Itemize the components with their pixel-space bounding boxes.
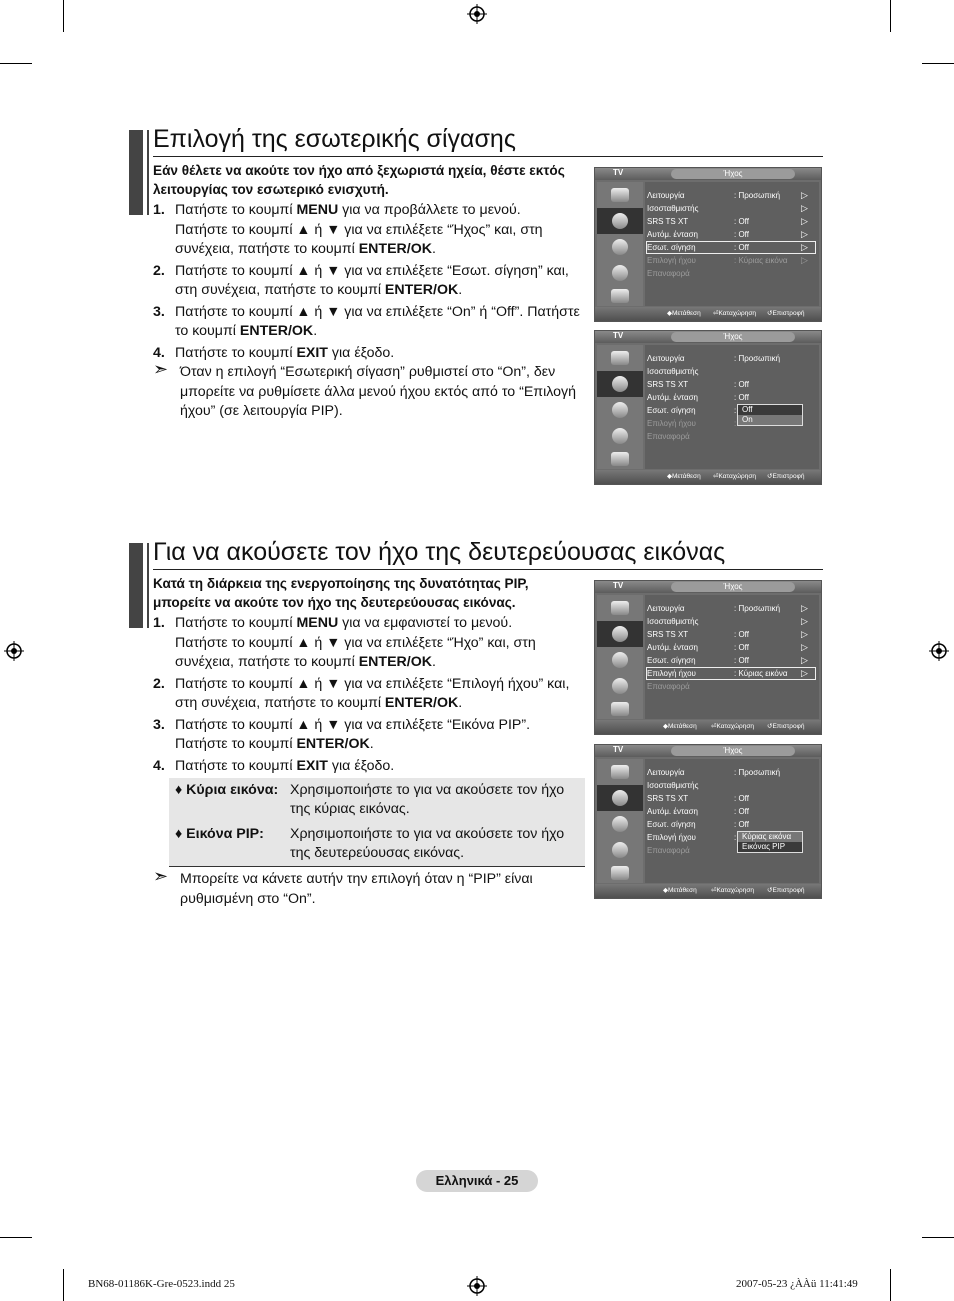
step-list bbox=[153, 201, 585, 365]
note: ➣ Όταν η επιλογή “Εσωτερική σίγαση” ρυθμιστεί στο “On”, δεν μπορείτε να ρυθμίσετε άλλα μενού ήχου εκτός από το “Επιλογή ήχου” (σε λειτουργία PIP). bbox=[153, 359, 576, 419]
osd-row: SRS TS XT : Off ▷ bbox=[647, 216, 808, 226]
osd-footer: ◆ Μετάθεση ⏎ Καταχώρηση ↺ Επιστροφή bbox=[595, 307, 821, 321]
step-item: 3. Πατήστε το κουμπί ▲ ή ▼ για να επιλέξετε “Εικόνα PIP”. Πατήστε το κουμπί ENTER/OK. bbox=[153, 716, 531, 752]
step-item: 1. Πατήστε το κουμπί MENU για να εμφανιστεί το μενού. Πατήστε το κουμπί ▲ ή ▼ για να επιλέξετε “Ήχο” και, στη συνέχεια, πατήστε το κουμπί ENTER/OK. bbox=[153, 615, 536, 670]
registration-mark-icon bbox=[929, 641, 949, 661]
picture-icon bbox=[597, 345, 643, 371]
registration-mark-icon bbox=[467, 4, 487, 24]
step-item: 3. Πατήστε το κουμπί ▲ ή ▼ για να επιλέξετε “On” ή “Off”. Πατήστε το κουμπί ENTER/OK. bbox=[153, 303, 580, 339]
options-table bbox=[169, 778, 585, 867]
osd-row: Επαναφορά bbox=[647, 846, 690, 855]
osd-screen: TV Ήχος Λειτουργία : Προσωπική ▷ Ισοσταθμιστής ▷ SRS TS XT : Off ▷ Αυτόμ. ένταση : Off ▷ Εσωτ. σίγηση : Off ▷ Επιλογή ήχου : Κύριας εικόνα ▷ Επαναφορά ◆ Μετάθεση ⏎ Καταχώρηση ↺ Επιστροφή bbox=[594, 580, 822, 735]
osd-row: Επιλογή ήχου : Κύριας εικόνα ▷ bbox=[647, 255, 808, 265]
osd-row: Ισοσταθμιστής ▷ bbox=[647, 616, 808, 626]
osd-row: Επαναφορά bbox=[647, 682, 690, 691]
page-number: Ελληνικά - 25 bbox=[416, 1170, 538, 1192]
osd-row: Εσωτ. σίγηση : Off ▷ bbox=[647, 242, 815, 253]
step-list bbox=[153, 614, 585, 778]
note-arrow-icon: ➣ bbox=[153, 866, 169, 886]
sound-icon bbox=[597, 208, 643, 234]
print-footer-left: BN68-01186K-Gre-0523.indd 25 bbox=[88, 1278, 235, 1290]
setup-icon bbox=[597, 260, 643, 286]
osd-row: Επαναφορά bbox=[647, 432, 690, 441]
setup-icon bbox=[597, 837, 643, 863]
input-icon bbox=[597, 863, 643, 883]
osd-footer: ◆ Μετάθεση ⏎ Καταχώρηση ↺ Επιστροφή bbox=[595, 470, 821, 484]
section-intro: Κατά τη διάρκεια της ενεργοποίησης της δυνατότητας PIP, μπορείτε να ακούτε τον ήχο της δευτερεύουσας εικόνας. bbox=[153, 576, 529, 610]
osd-popup: Off On bbox=[737, 404, 803, 426]
step-item: 1. Πατήστε το κουμπί MENU για να προβάλλετε το μενού. Πατήστε το κουμπί ▲ ή ▼ για να επιλέξετε “Ήχος” και, στη συνέχεια, πατήστε το κουμπί ENTER/OK. bbox=[153, 202, 543, 257]
channel-icon bbox=[597, 397, 643, 423]
osd-row: SRS TS XT : Off bbox=[647, 380, 749, 389]
section-rule bbox=[153, 156, 823, 157]
picture-icon bbox=[597, 759, 643, 785]
osd-row: Λειτουργία : Προσωπική bbox=[647, 354, 781, 363]
option-row: ♦ Εικόνα PIP: Χρησιμοποιήστε το για να ακούσετε τον ήχο της δευτερεύουσας εικόνας. bbox=[175, 826, 565, 861]
section-title: Για να ακούσετε τον ήχο της δευτερεύουσας εικόνας bbox=[153, 538, 726, 566]
osd-row: Αυτόμ. ένταση : Off ▷ bbox=[647, 229, 808, 239]
note-arrow-icon: ➣ bbox=[153, 359, 169, 379]
note: ➣ Μπορείτε να κάνετε αυτήν την επιλογή όταν η “PIP” είναι ρυθμισμένη στο “On”. bbox=[153, 866, 533, 907]
osd-footer: ◆ Μετάθεση ⏎ Καταχώρηση ↺ Επιστροφή bbox=[595, 884, 821, 898]
osd-row: Ισοσταθμιστής bbox=[647, 781, 699, 790]
registration-mark-icon bbox=[467, 1276, 487, 1296]
picture-icon bbox=[597, 595, 643, 621]
osd-footer: ◆ Μετάθεση ⏎ Καταχώρηση ↺ Επιστροφή bbox=[595, 720, 821, 734]
option-row: ♦ Κύρια εικόνα: Χρησιμοποιήστε το για να ακούσετε τον ήχο της κύριας εικόνας. bbox=[175, 782, 565, 817]
osd-row: Αυτόμ. ένταση : Off ▷ bbox=[647, 642, 808, 652]
osd-row: Εσωτ. σίγηση : Off ▷ bbox=[647, 655, 808, 665]
osd-row: Εσωτ. σίγηση : bbox=[647, 406, 737, 415]
registration-mark-icon bbox=[4, 641, 24, 661]
osd-row: Αυτόμ. ένταση : Off bbox=[647, 807, 749, 816]
osd-row: Εσωτ. σίγηση : Off bbox=[647, 820, 749, 829]
osd-row: SRS TS XT : Off bbox=[647, 794, 749, 803]
setup-icon bbox=[597, 673, 643, 699]
step-item: 2. Πατήστε το κουμπί ▲ ή ▼ για να επιλέξετε “Εσωτ. σίγηση” και, στη συνέχεια, πατήστε το κουμπί ENTER/OK. bbox=[153, 262, 569, 298]
channel-icon bbox=[597, 234, 643, 260]
channel-icon bbox=[597, 811, 643, 837]
osd-row: Λειτουργία : Προσωπική ▷ bbox=[647, 190, 808, 200]
osd-row: SRS TS XT : Off ▷ bbox=[647, 629, 808, 639]
input-icon bbox=[597, 449, 643, 469]
sound-icon bbox=[597, 371, 643, 397]
osd-row: Ισοσταθμιστής bbox=[647, 367, 699, 376]
osd-row: Λειτουργία : Προσωπική bbox=[647, 768, 781, 777]
osd-row: Επιλογή ήχου : Κύριας εικόνα ▷ bbox=[647, 668, 815, 679]
print-footer-right: 2007-05-23 ¿ÀÀü 11:41:49 bbox=[736, 1278, 858, 1290]
sound-icon bbox=[597, 785, 643, 811]
input-icon bbox=[597, 286, 643, 306]
picture-icon bbox=[597, 182, 643, 208]
osd-row: Λειτουργία : Προσωπική ▷ bbox=[647, 603, 808, 613]
osd-screen: TV Ήχος Λειτουργία : Προσωπική Ισοσταθμιστής SRS TS XT : Off Αυτόμ. ένταση : Off Εσωτ. σίγηση : Επιλογή ήχου : Επαναφορά Off On ◆ Μετάθεση ⏎ Καταχώρηση ↺ Επιστροφή bbox=[594, 330, 822, 485]
section-marker bbox=[129, 130, 143, 215]
osd-row: Ισοσταθμιστής ▷ bbox=[647, 203, 808, 213]
section-rule bbox=[153, 569, 823, 570]
step-item: 4. Πατήστε το κουμπί EXIT για έξοδο. bbox=[153, 757, 395, 774]
input-icon bbox=[597, 699, 643, 719]
section-title: Επιλογή της εσωτερικής σίγασης bbox=[153, 125, 516, 153]
osd-row: Επιλογή ήχου : bbox=[647, 833, 737, 842]
section-marker bbox=[129, 543, 143, 628]
osd-popup: Κύριας εικόνα Εικόνας PIP bbox=[737, 831, 803, 853]
sound-icon bbox=[597, 621, 643, 647]
osd-screen: TV Ήχος Λειτουργία : Προσωπική Ισοσταθμιστής SRS TS XT : Off Αυτόμ. ένταση : Off Εσωτ. σίγηση : Off Επιλογή ήχου : Επαναφορά Κύριας εικόνα Εικόνας PIP ◆ Μετάθεση ⏎ Καταχώρηση ↺ Επιστροφή bbox=[594, 744, 822, 899]
osd-row: Επιλογή ήχου : bbox=[647, 419, 737, 428]
step-item: 4. Πατήστε το κουμπί EXIT για έξοδο. bbox=[153, 344, 395, 361]
step-item: 2. Πατήστε το κουμπί ▲ ή ▼ για να επιλέξετε “Επιλογή ήχου” και, στη συνέχεια, πατήστε το κουμπί ENTER/OK. bbox=[153, 675, 570, 711]
osd-row: Αυτόμ. ένταση : Off bbox=[647, 393, 749, 402]
osd-row: Επαναφορά bbox=[647, 269, 690, 278]
setup-icon bbox=[597, 423, 643, 449]
section-intro: Εάν θέλετε να ακούτε τον ήχο από ξεχωριστά ηχεία, θέστε εκτός λειτουργίας τον εσωτερικό ενισχυτή. bbox=[153, 163, 565, 197]
osd-screen: TV Ήχος Λειτουργία : Προσωπική ▷ Ισοσταθμιστής ▷ SRS TS XT : Off ▷ Αυτόμ. ένταση : Off ▷ Εσωτ. σίγηση : Off ▷ Επιλογή ήχου : Κύριας εικόνα ▷ Επαναφορά ◆ Μετάθεση ⏎ Καταχώρηση ↺ Επιστροφή bbox=[594, 167, 822, 322]
channel-icon bbox=[597, 647, 643, 673]
